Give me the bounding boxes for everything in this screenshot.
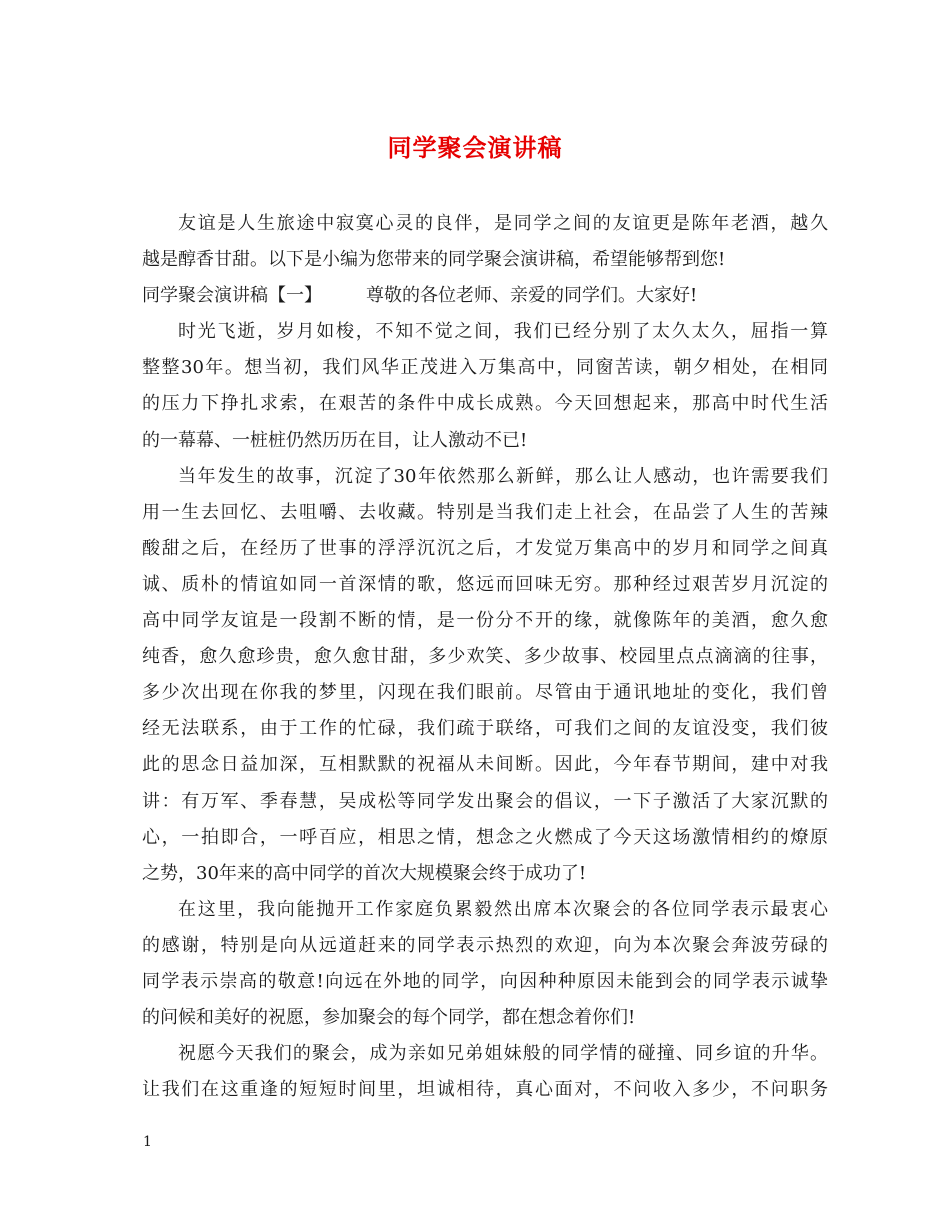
text-line: 讲：有万军、季春慧，吴成松等同学发出聚会的倡议，一下子激活了大家沉默的 (142, 790, 828, 812)
document-body (142, 206, 828, 1108)
text-line: 酸甜之后，在经历了世事的浮浮沉沉之后，才发觉万集高中的岁月和同学之间真 (142, 537, 828, 559)
section-heading: 同学聚会演讲稿【一】 (142, 285, 322, 307)
text-line: 整整30年。想当初，我们风华正茂进入万集高中，同窗苦读，朝夕相处，在相同 (142, 357, 828, 379)
text-line: 友谊是人生旅途中寂寞心灵的良伴，是同学之间的友谊更是陈年老酒，越久 (178, 213, 828, 234)
text-line: 纯香，愈久愈珍贵，愈久愈甘甜，多少欢笑、多少故事、校园里点点滴滴的往事， (142, 646, 828, 668)
text-line: 之势，30年来的高中同学的首次大规模聚会终于成功了! (142, 862, 587, 884)
text-line: 此的思念日益加深，互相默默的祝福从未间断。因此，今年春节期间，建中对我 (142, 754, 828, 776)
text-line: 用一生去回忆、去咀嚼、去收藏。特别是当我们走上社会，在品尝了人生的苦辣 (142, 501, 828, 523)
text-line: 的问候和美好的祝愿，参加聚会的每个同学，都在想念着你们! (142, 1007, 636, 1029)
text-line: 的一幕幕、一桩桩仍然历历在目，让人激动不已! (142, 429, 528, 451)
text-line: 多少次出现在你我的梦里，闪现在我们眼前。尽管由于通讯地址的变化，我们曾 (142, 682, 828, 704)
text-line: 祝愿今天我们的聚会，成为亲如兄弟姐妹般的同学情的碰撞、同乡谊的升华。 (178, 1043, 828, 1065)
text-line: 同学表示崇高的敬意!向远在外地的同学，向因种种原因未能到会的同学表示诚挚 (142, 970, 828, 992)
page-number: 1 (143, 1134, 152, 1150)
text-line: 让我们在这重逢的短短时间里，坦诚相待，真心面对，不问收入多少，不问职务 (142, 1079, 828, 1101)
text-line: 高中同学友谊是一段割不断的情，是一份分不开的缘，就像陈年的美酒，愈久愈 (142, 610, 828, 632)
text-line: 在这里，我向能抛开工作家庭负累毅然出席本次聚会的各位同学表示最衷心 (178, 898, 828, 920)
greeting-text: 尊敬的各位老师、亲爱的同学们。大家好! (366, 285, 698, 307)
text-line: 心，一拍即合，一呼百应，相思之情，想念之火燃成了今天这场激情相约的燎原 (142, 826, 828, 848)
text-line: 的压力下挣扎求索，在艰苦的条件中成长成熟。今天回想起来，那高中时代生活 (142, 393, 828, 415)
text-line: 时光飞逝，岁月如梭，不知不觉之间，我们已经分别了太久太久，屈指一算 (178, 321, 828, 343)
text-line: 越是醇香甘甜。以下是小编为您带来的同学聚会演讲稿，希望能够帮到您! (142, 249, 726, 271)
text-line: 的感谢，特别是向从远道赶来的同学表示热烈的欢迎，向为本次聚会奔波劳碌的 (142, 934, 828, 956)
text-line: 诚、质朴的情谊如同一首深情的歌，悠远而回味无穷。那种经过艰苦岁月沉淀的 (142, 573, 828, 595)
text-line: 经无法联系，由于工作的忙碌，我们疏于联络，可我们之间的友谊没变，我们彼 (142, 718, 828, 740)
section-heading-line (142, 278, 828, 314)
text-line: 当年发生的故事，沉淀了30年依然那么新鲜，那么让人感动，也许需要我们 (178, 465, 828, 487)
page-title: 同学聚会演讲稿 (387, 133, 563, 162)
